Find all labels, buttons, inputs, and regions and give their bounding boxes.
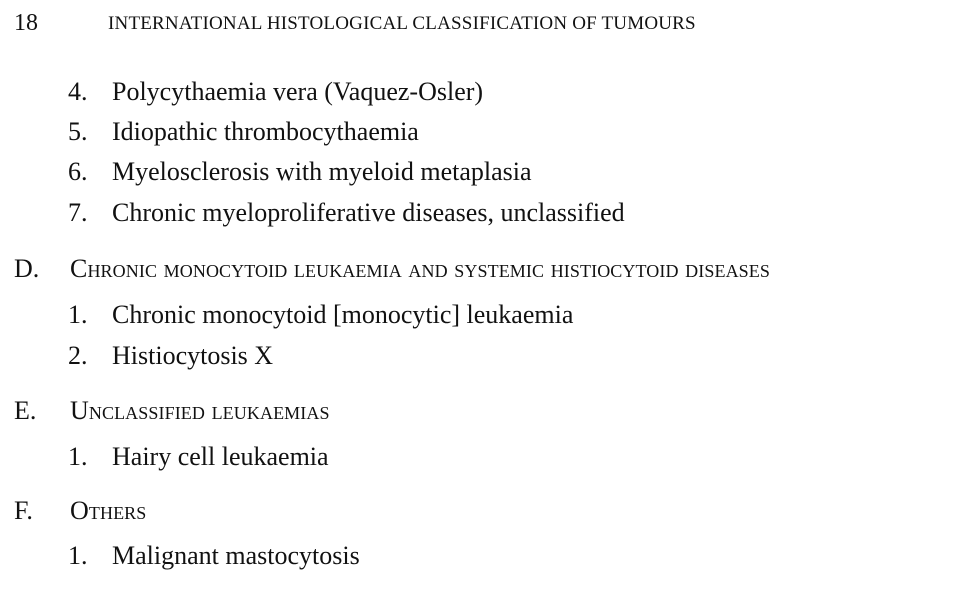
section-title: Unclassified leukaemias (70, 396, 330, 425)
list-item (68, 76, 483, 108)
section-letter: F. (14, 496, 33, 525)
item-number: 4. (68, 77, 88, 106)
list-item (68, 197, 625, 229)
page-number: 18 (14, 10, 38, 36)
item-text: Histiocytosis X (112, 341, 274, 370)
item-text: Malignant mastocytosis (112, 541, 360, 570)
section-title: Chronic monocytoid leukaemia and systemic histiocytoid diseases (70, 254, 770, 283)
item-number: 1. (68, 541, 88, 570)
item-text: Chronic myeloproliferative diseases, unclassified (112, 198, 625, 227)
section-letter: E. (14, 396, 37, 425)
item-number: 2. (68, 341, 88, 370)
item-number: 6. (68, 157, 88, 186)
list-item (68, 116, 419, 148)
section-title: Others (70, 496, 147, 525)
item-text: Myelosclerosis with myeloid metaplasia (112, 157, 532, 186)
list-item (68, 340, 273, 372)
item-number: 7. (68, 198, 88, 227)
page-header (14, 8, 944, 38)
section-letter: D. (14, 254, 40, 283)
list-item (68, 156, 532, 188)
item-text: Polycythaemia vera (Vaquez-Osler) (112, 77, 484, 106)
item-number: 5. (68, 117, 88, 146)
section-heading (14, 253, 770, 285)
item-text: Idiopathic thrombocythaemia (112, 117, 419, 146)
item-number: 1. (68, 300, 88, 329)
list-item (68, 299, 573, 331)
section-heading (14, 495, 146, 527)
list-item (68, 441, 329, 473)
section-heading (14, 395, 330, 427)
item-number: 1. (68, 442, 88, 471)
item-text: Hairy cell leukaemia (112, 442, 329, 471)
list-item (68, 540, 360, 572)
running-title: INTERNATIONAL HISTOLOGICAL CLASSIFICATION OF TUMOURS (108, 13, 696, 34)
item-text: Chronic monocytoid [monocytic] leukaemia (112, 300, 574, 329)
